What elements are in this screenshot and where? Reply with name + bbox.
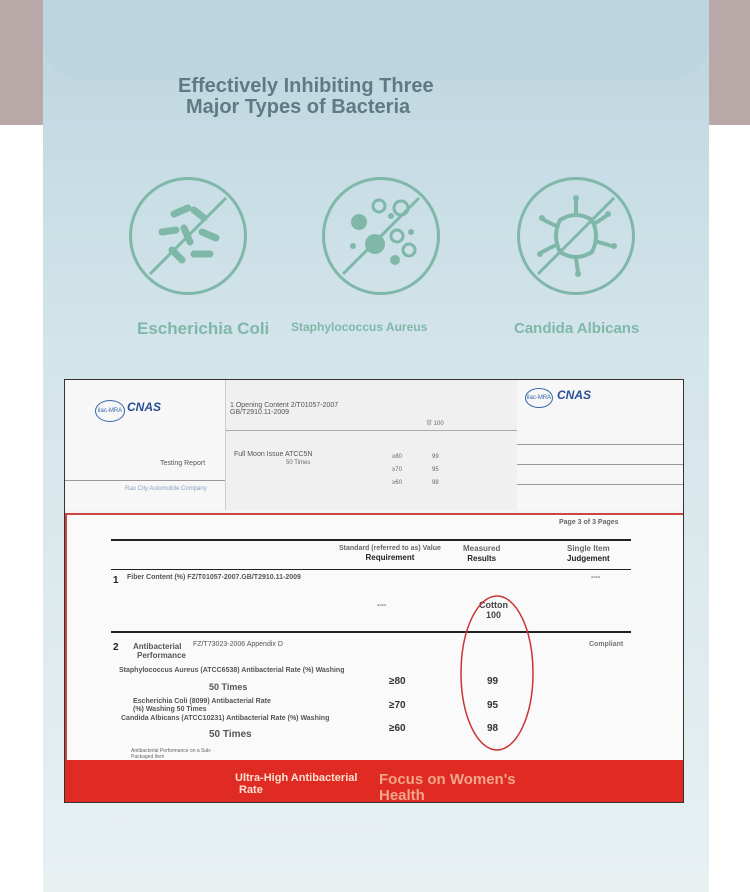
col-requirement <box>339 544 441 562</box>
row-staph-label: Staphylococcus Aureus (ATCC6538) Antibacterial Rate (%) Washing <box>119 667 345 674</box>
table-rule-mid <box>111 631 631 633</box>
highlight-ellipse <box>457 593 537 753</box>
title-line-1: Effectively Inhibiting Three <box>178 75 434 97</box>
content-card-top <box>43 0 709 80</box>
item2-label-line: Antibacterial <box>133 642 182 651</box>
bacteria-label-candida: Candida Albicans <box>514 320 640 337</box>
col-measured-line: Results <box>467 554 497 563</box>
table-rule-top <box>111 539 631 541</box>
item1-number: 1 <box>113 575 119 586</box>
row-ecoli-label: Escherichia Coli (8099) Antibacterial Rate (%) Washing 50 Times <box>133 698 271 713</box>
item2-label <box>133 642 186 660</box>
item1-requirement: ---- <box>377 602 387 609</box>
page-title <box>178 76 498 118</box>
issue-times: 50 Times <box>286 460 311 466</box>
company-name: Rao City Automobile Company <box>125 486 207 492</box>
banner-right-line: Focus on Women's <box>379 771 516 788</box>
divider <box>517 444 683 445</box>
row-candida-requirement: ≥60 <box>389 723 406 734</box>
report-table <box>65 513 684 764</box>
divider <box>517 484 683 485</box>
col-measured-line: Measured <box>463 544 501 553</box>
divider <box>65 480 225 481</box>
req-cell: ≥70 <box>392 467 402 473</box>
divider <box>226 430 518 431</box>
result-cell: 99 <box>432 454 439 460</box>
ilac-mra-logo: ilac-MRA <box>525 388 553 408</box>
col-requirement-line: Standard (referred to as) Value <box>339 545 441 552</box>
promo-banner <box>65 760 683 802</box>
req-cell: ≥60 <box>392 480 402 486</box>
item1-result-line: Cotton <box>479 600 508 610</box>
item1-label: Fiber Content (%) FZ/T01057-2007.GB/T2910.11-2009 <box>127 574 301 581</box>
fungus-icon <box>517 177 635 295</box>
banner-left-line: Rate <box>239 784 263 796</box>
item2-footnote: Antibacterial Performance on a Sub-Packaged Item <box>131 748 212 760</box>
bacteria-label-staph: Staphylococcus Aureus <box>291 320 428 334</box>
col-measured <box>463 544 500 564</box>
page-info: Page 3 of 3 Pages <box>559 519 619 526</box>
col-judgement-line: Single Item <box>567 544 610 553</box>
item1-judgement: ---- <box>591 574 601 581</box>
item2-number: 2 <box>113 642 119 653</box>
report-paper-right <box>517 380 683 510</box>
row-candida-result: 98 <box>487 723 499 734</box>
item2-standard: FZ/T73023-2006 Appendix D <box>193 641 283 648</box>
col-requirement-line: Requirement <box>365 553 415 562</box>
value-100: 常 100 <box>426 421 444 427</box>
item1-result-line: 100 <box>485 610 502 620</box>
cnas-logo: CNAS <box>127 400 162 414</box>
row-candida-label: Candida Albicans (ATCC10231) Antibacterial Rate (%) Washing <box>121 715 330 722</box>
result-cell: 98 <box>432 480 439 486</box>
row-ecoli-result: 95 <box>487 700 499 711</box>
col-judgement-line: Judgement <box>567 554 610 563</box>
report-header-collage <box>65 380 683 510</box>
col-judgement <box>567 544 610 564</box>
cocci-bacteria-icon <box>322 177 440 295</box>
report-paper-middle <box>225 380 519 510</box>
test-report <box>64 379 684 803</box>
row-ecoli-requirement: ≥70 <box>389 700 406 711</box>
opening-content: 1 Opening Content 2/T01057-2007 GB/T2910.11-2009 <box>230 402 339 416</box>
banner-left-text <box>235 772 357 796</box>
item2-label-line: Performance <box>137 651 186 660</box>
divider <box>517 464 683 465</box>
item2-judgement: Compliant <box>589 641 624 648</box>
banner-left-line: Ultra-High Antibacterial <box>235 772 358 784</box>
banner-right-line: Health <box>379 787 425 803</box>
ilac-mra-logo: ilac-MRA <box>95 400 125 422</box>
cnas-logo: CNAS <box>557 388 592 402</box>
table-rule-header <box>111 569 631 570</box>
title-line-2: Major Types of Bacteria <box>186 96 411 118</box>
issue-label: Full Moon Issue ATCC5N <box>234 451 313 458</box>
row-staph-requirement: ≥80 <box>389 676 406 687</box>
req-cell: ≥80 <box>392 454 402 460</box>
result-cell: 95 <box>432 467 439 473</box>
row-staph-sub: 50 Times <box>209 682 248 692</box>
bacteria-label-ecoli: Escherichia Coli <box>137 319 270 338</box>
banner-right-text <box>379 772 516 803</box>
row-staph-result: 99 <box>487 676 499 687</box>
report-paper-left <box>65 380 225 510</box>
testing-report-label: Testing Report <box>160 460 206 467</box>
rod-bacteria-icon <box>129 177 247 295</box>
row-candida-sub: 50 Times <box>209 729 252 740</box>
